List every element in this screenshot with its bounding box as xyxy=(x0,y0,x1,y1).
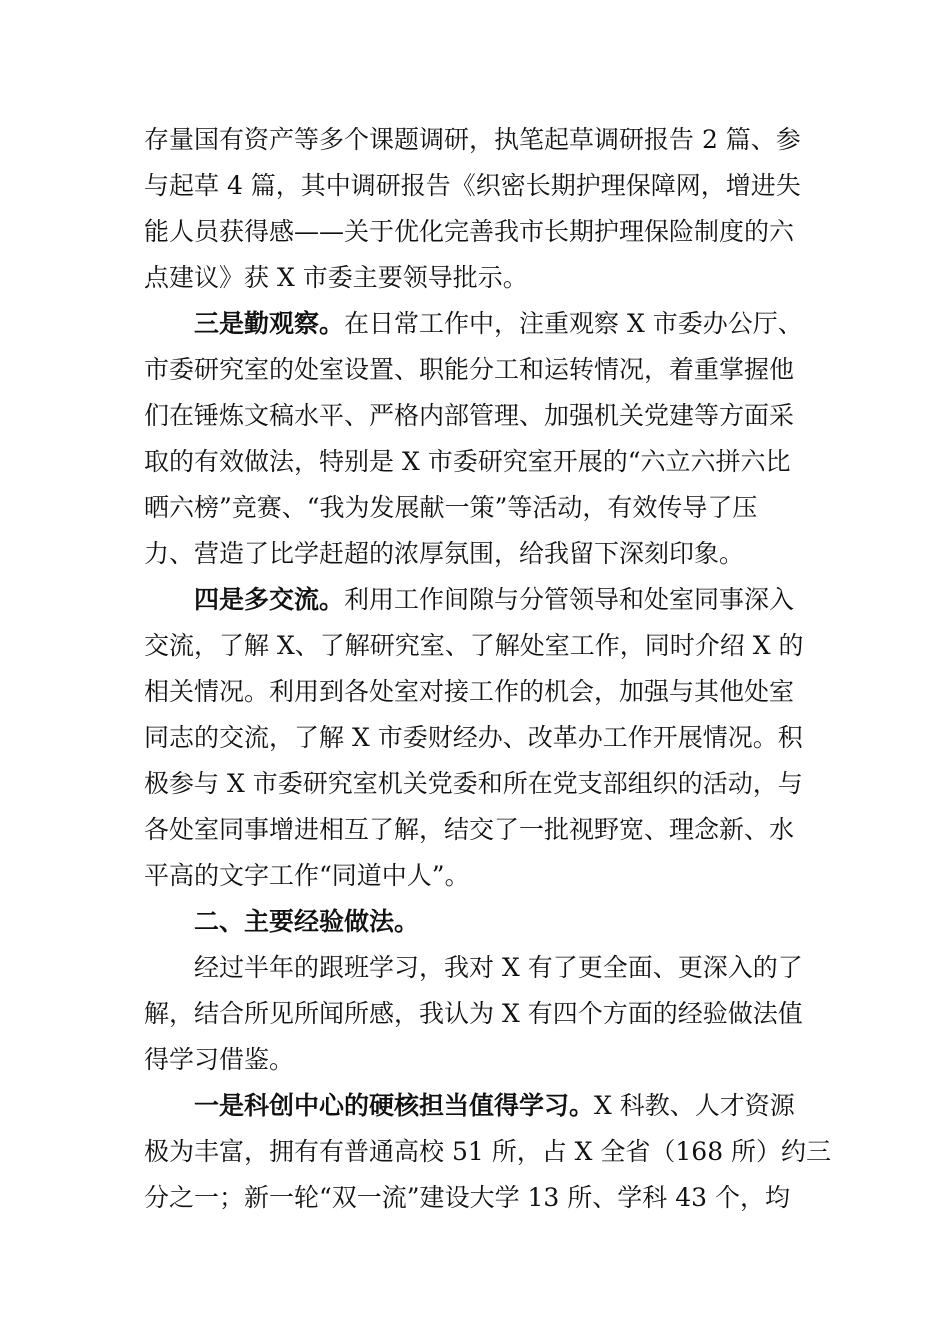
paragraph-line xyxy=(144,1136,831,1168)
line-text: 力、营造了比学赶超的浓厚氛围，给我留下深刻印象。 xyxy=(144,539,745,568)
paragraph-line xyxy=(144,446,790,478)
paragraph-line xyxy=(144,124,801,156)
line-text: 平高的文字工作“同道中人”。 xyxy=(144,861,470,890)
line-text: 分之一；新一轮“双一流”建设大学 13 所、学科 43 个，均 xyxy=(144,1183,790,1212)
paragraph-line xyxy=(144,814,794,846)
line-text: 解，结合所见所闻所感，我认为 X 有四个方面的经验做法值 xyxy=(144,999,803,1028)
line-text: 得学习借鉴。 xyxy=(144,1045,295,1074)
line-text: 能人员获得感——关于优化完善我市长期护理保险制度的六 xyxy=(144,217,795,246)
paragraph-line xyxy=(144,860,470,892)
paragraph-line xyxy=(144,722,803,754)
paragraph-line xyxy=(144,768,803,800)
paragraph-line xyxy=(194,952,803,984)
paragraph-line xyxy=(144,170,801,202)
line-text: 相关情况。利用到各处室对接工作的机会，加强与其他处室 xyxy=(144,677,795,706)
paragraph-line xyxy=(144,262,528,294)
line-lead: 二、主要经验做法。 xyxy=(194,907,420,936)
line-text: 取的有效做法，特别是 X 市委研究室开展的“六立六拼六比 xyxy=(144,447,791,476)
line-text: 经过半年的跟班学习，我对 X 有了更全面、更深入的了 xyxy=(194,953,803,982)
paragraph-line xyxy=(144,492,757,524)
line-text: 点建议》获 X 市委主要领导批示。 xyxy=(144,263,528,292)
line-text: 在日常工作中，注重观察 X 市委办公厅、 xyxy=(344,309,803,338)
paragraph-line xyxy=(194,584,794,616)
paragraph-line xyxy=(144,1044,294,1076)
line-text: 市委研究室的处室设置、职能分工和运转情况，着重掌握他 xyxy=(144,355,795,384)
paragraph-line xyxy=(194,308,803,340)
paragraph-line xyxy=(144,400,794,432)
line-text: 存量国有资产等多个课题调研，执笔起草调研报告 2 篇、参 xyxy=(144,125,801,154)
paragraph-line xyxy=(144,676,794,708)
line-lead: 一是科创中心的硬核担当值得学习。 xyxy=(194,1091,595,1120)
paragraph-line xyxy=(144,216,794,248)
paragraph-line xyxy=(144,998,803,1030)
line-text: 利用工作间隙与分管领导和处室同事深入 xyxy=(344,585,795,614)
line-text: 与起草 4 篇，其中调研报告《织密长期护理保障网，增进失 xyxy=(144,171,801,200)
line-text: 交流，了解 X、了解研究室、了解处室工作，同时介绍 X 的 xyxy=(144,631,804,660)
paragraph-line xyxy=(144,538,744,570)
paragraph-line xyxy=(144,354,794,386)
paragraph-line xyxy=(144,630,803,662)
line-text: 晒六榜”竞赛、“我为发展献一策”等活动，有效传导了压 xyxy=(144,493,758,522)
line-text: 们在锤炼文稿水平、严格内部管理、加强机关党建等方面采 xyxy=(144,401,795,430)
paragraph-line xyxy=(144,1182,790,1214)
line-text: 同志的交流，了解 X 市委财经办、改革办工作开展情况。积 xyxy=(144,723,803,752)
line-lead: 三是勤观察。 xyxy=(194,309,345,338)
line-text: 极参与 X 市委研究室机关党委和所在党支部组织的活动，与 xyxy=(144,769,803,798)
line-lead: 四是多交流。 xyxy=(194,585,345,614)
line-text: 各处室同事增进相互了解，结交了一批视野宽、理念新、水 xyxy=(144,815,795,844)
line-text: 极为丰富，拥有有普通高校 51 所，占 X 全省（168 所）约三 xyxy=(144,1137,832,1166)
line-text: X 科教、人才资源 xyxy=(594,1091,795,1120)
section-heading xyxy=(194,906,419,938)
paragraph-line xyxy=(194,1090,795,1122)
